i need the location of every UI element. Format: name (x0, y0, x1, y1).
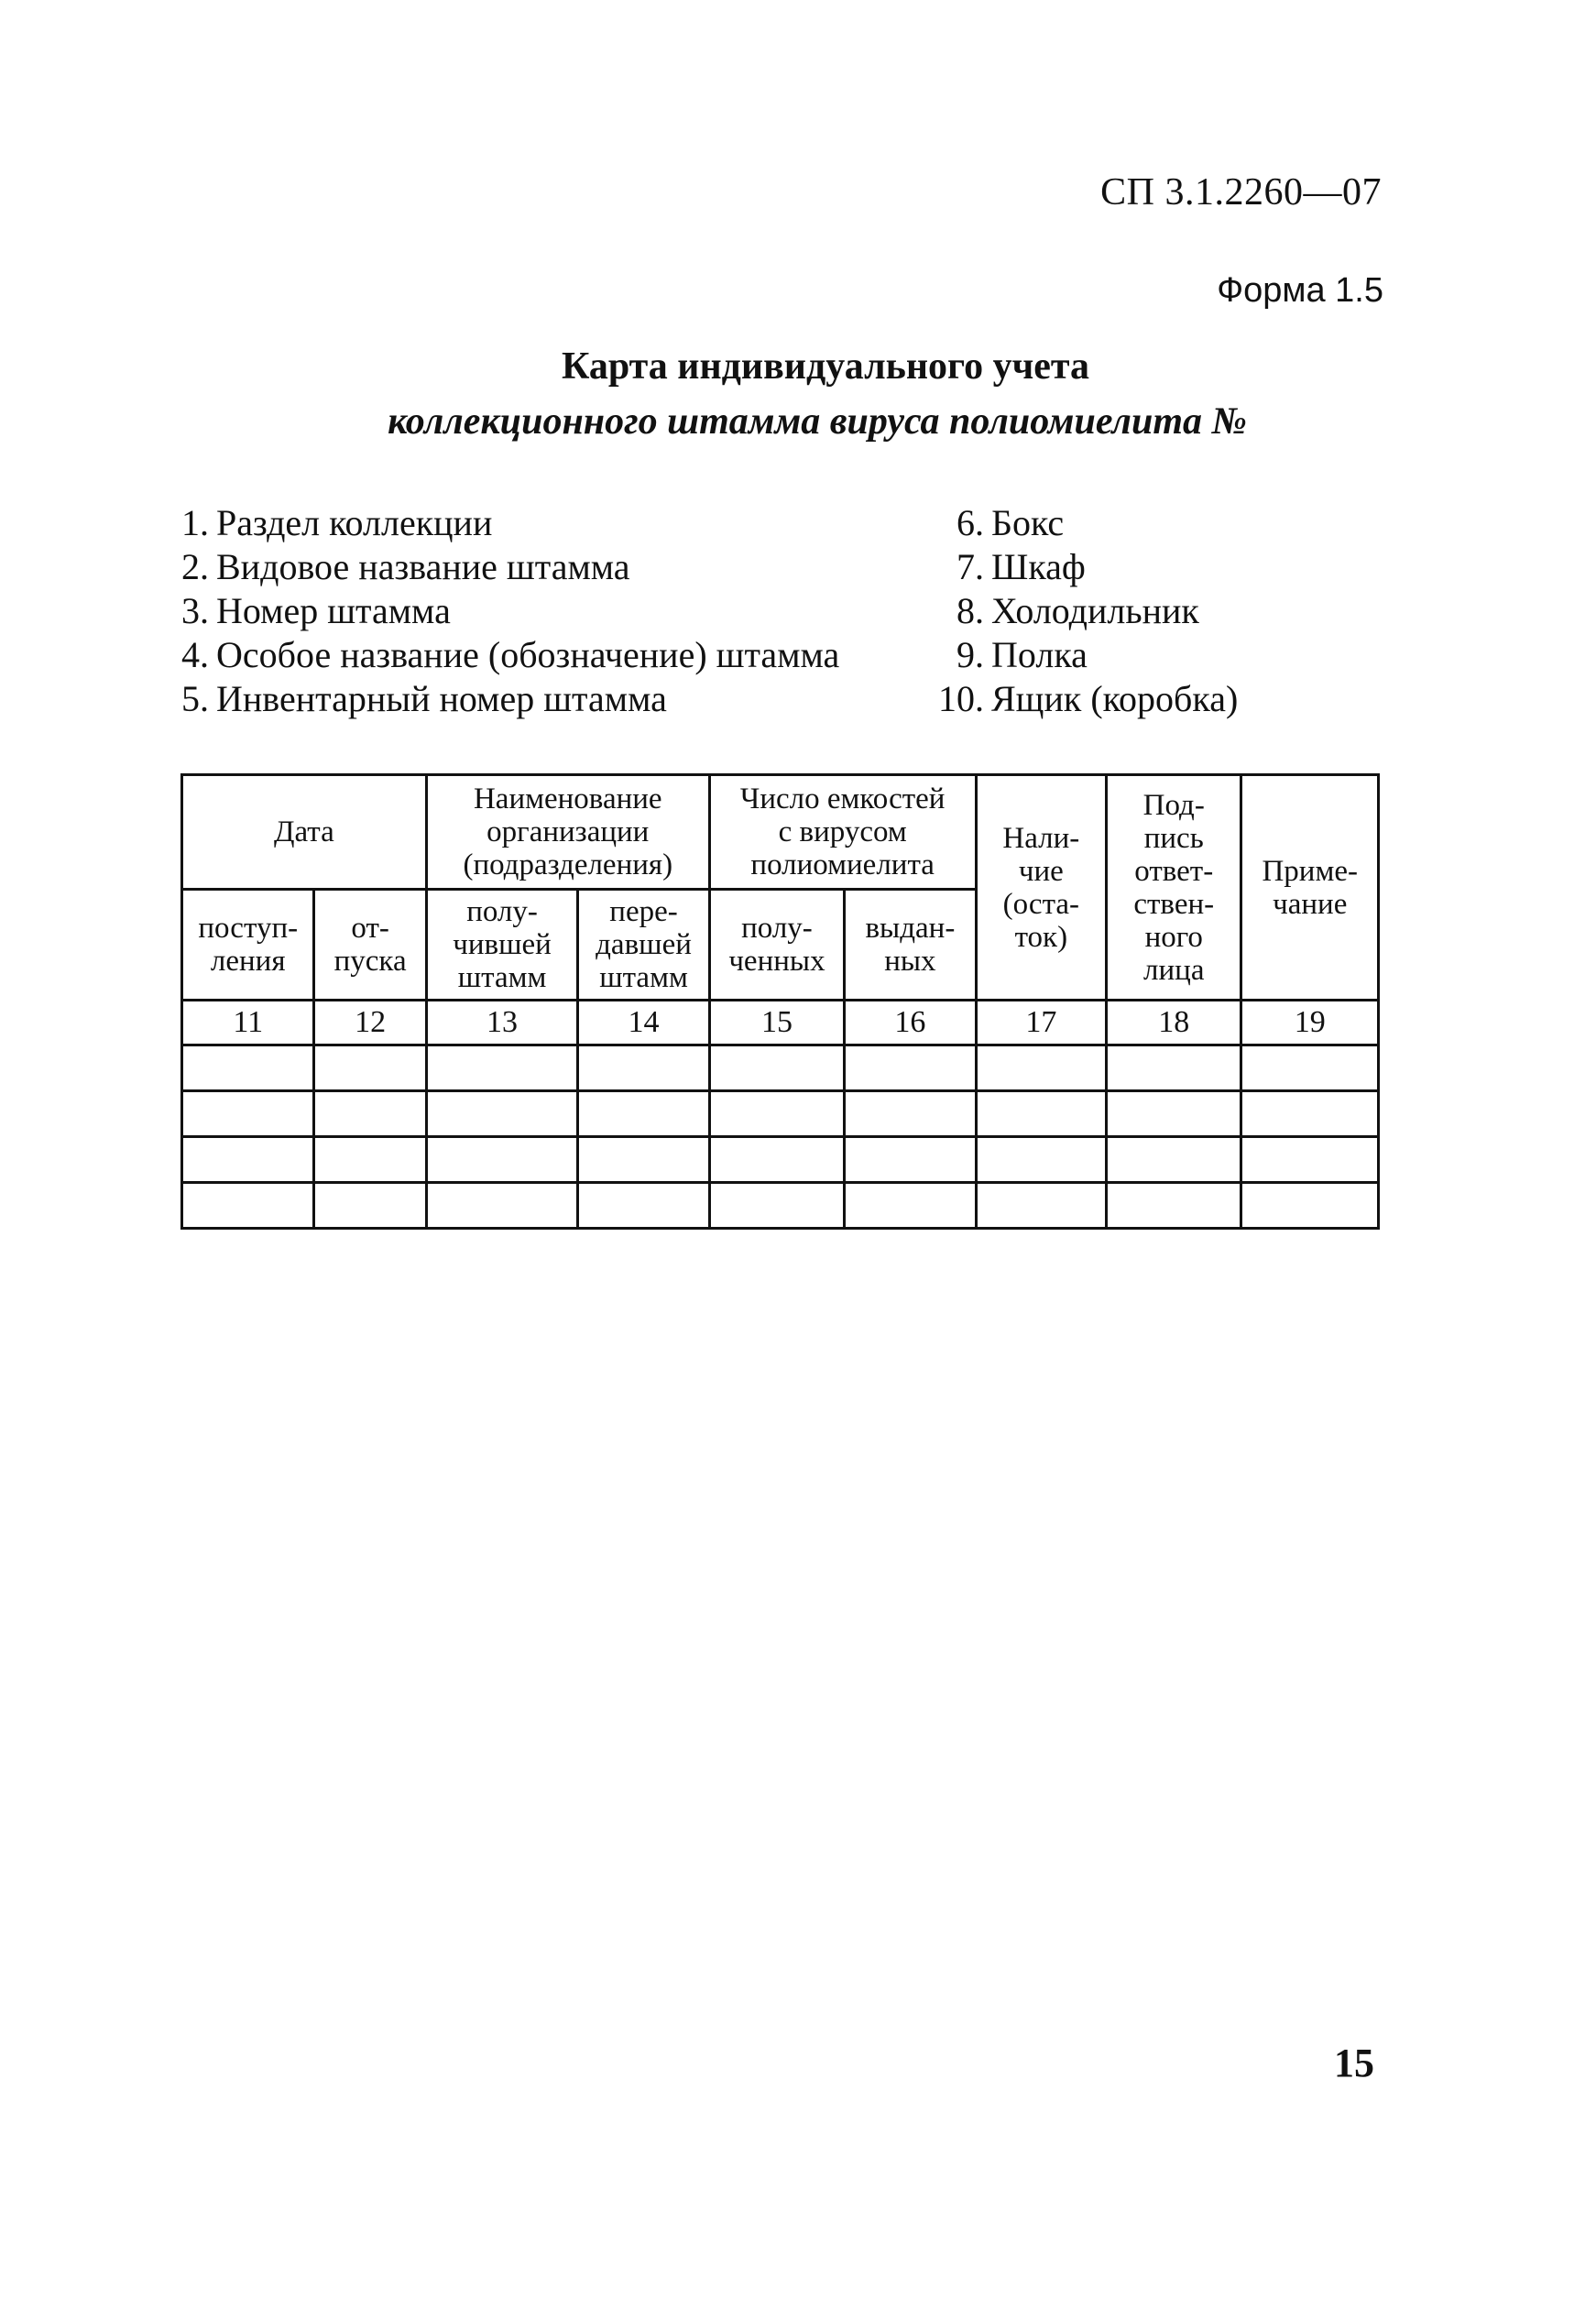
table-cell (314, 1183, 426, 1229)
column-number: 11 (182, 1001, 314, 1045)
table-cell (976, 1137, 1106, 1183)
field-number: 7. (957, 546, 984, 587)
column-number: 18 (1107, 1001, 1241, 1045)
column-number: 15 (709, 1001, 844, 1045)
column-number: 13 (426, 1001, 578, 1045)
field-item (931, 589, 1238, 633)
column-number: 14 (578, 1001, 709, 1045)
table-row (182, 1045, 1379, 1091)
table-cell (182, 1137, 314, 1183)
table-cell (426, 1045, 578, 1091)
field-label: Инвентарный номер штамма (216, 678, 667, 719)
table-cell (578, 1045, 709, 1091)
field-item (181, 501, 839, 545)
header-signature: Под- пись ответ- ствен- ного лица (1107, 775, 1241, 1001)
header-organization: Наименование организации (подразделения) (426, 775, 709, 890)
table-cell (182, 1183, 314, 1229)
table-cell (314, 1137, 426, 1183)
table-cell (1107, 1091, 1241, 1137)
header-receiving-org: полу- чившей штамм (426, 890, 578, 1001)
field-number: 1. (181, 502, 209, 543)
field-label: Полка (991, 634, 1088, 675)
header-note: Приме- чание (1241, 775, 1379, 1001)
field-label: Видовое название штамма (216, 546, 630, 587)
table-cell (578, 1091, 709, 1137)
table-cell (976, 1183, 1106, 1229)
table-cell (426, 1091, 578, 1137)
table-cell (709, 1137, 844, 1183)
column-number-row (182, 1001, 1379, 1045)
header-transferring-org: пере- давшей штамм (578, 890, 709, 1001)
header-issued-count: выдан- ных (845, 890, 976, 1001)
column-number: 16 (845, 1001, 976, 1045)
page-number: 15 (1334, 2041, 1374, 2085)
field-item (181, 589, 839, 633)
table-cell (182, 1045, 314, 1091)
table-cell (845, 1183, 976, 1229)
strain-registry-table (180, 773, 1380, 1230)
field-label: Шкаф (991, 546, 1086, 587)
field-item (931, 677, 1238, 721)
field-number: 2. (181, 546, 209, 587)
table-cell (578, 1183, 709, 1229)
column-number: 17 (976, 1001, 1106, 1045)
field-item (181, 633, 839, 677)
field-label: Холодильник (991, 590, 1199, 631)
table-cell (709, 1045, 844, 1091)
table-cell (709, 1091, 844, 1137)
field-number: 9. (957, 634, 984, 675)
table-cell (976, 1045, 1106, 1091)
field-number: 3. (181, 590, 209, 631)
header-availability: Нали- чие (оста- ток) (976, 775, 1106, 1001)
table-cell (578, 1137, 709, 1183)
header-date: Дата (182, 775, 427, 890)
table-cell (845, 1045, 976, 1091)
column-number: 19 (1241, 1001, 1379, 1045)
table-cell (314, 1045, 426, 1091)
field-item (931, 633, 1238, 677)
table-row (182, 1183, 1379, 1229)
table-cell (1107, 1183, 1241, 1229)
field-number: 4. (181, 634, 209, 675)
table-header-row (182, 775, 1379, 890)
title-line-2: коллекционного штамма вируса полиомиелита № (388, 400, 1247, 443)
table-cell (1241, 1137, 1379, 1183)
table-cell (1241, 1183, 1379, 1229)
field-label: Бокс (991, 502, 1065, 543)
field-item (931, 501, 1238, 545)
field-number: 10. (938, 678, 984, 719)
table-cell (1241, 1045, 1379, 1091)
table-cell (845, 1091, 976, 1137)
document-title (0, 339, 1596, 449)
document-code: СП 3.1.2260—07 (1100, 171, 1382, 213)
table-cell (1241, 1091, 1379, 1137)
table-cell (1107, 1137, 1241, 1183)
field-item (181, 545, 839, 589)
table-cell (709, 1183, 844, 1229)
table-row (182, 1137, 1379, 1183)
field-item (181, 677, 839, 721)
title-line-1: Карта индивидуального учета (561, 345, 1090, 388)
field-number: 6. (957, 502, 984, 543)
field-label: Раздел коллекции (216, 502, 493, 543)
header-containers: Число емкостей с вирусом полиомиелита (709, 775, 976, 890)
header-release-date: от- пуска (314, 890, 426, 1001)
field-number: 8. (957, 590, 984, 631)
fields-right-list (931, 501, 1238, 721)
table-cell (1107, 1045, 1241, 1091)
table-cell (976, 1091, 1106, 1137)
field-label: Особое название (обозначение) штамма (216, 634, 840, 675)
table-cell (426, 1137, 578, 1183)
field-number: 5. (181, 678, 209, 719)
table-cell (426, 1183, 578, 1229)
table-row (182, 1091, 1379, 1137)
column-number: 12 (314, 1001, 426, 1045)
form-label: Форма 1.5 (1217, 271, 1383, 310)
header-received-count: полу- ченных (709, 890, 844, 1001)
table-cell (182, 1091, 314, 1137)
fields-left-list (181, 501, 839, 721)
field-label: Номер штамма (216, 590, 451, 631)
field-label: Ящик (коробка) (991, 678, 1239, 719)
table-cell (314, 1091, 426, 1137)
field-item (931, 545, 1238, 589)
header-received-date: поступ- ления (182, 890, 314, 1001)
table-cell (845, 1137, 976, 1183)
